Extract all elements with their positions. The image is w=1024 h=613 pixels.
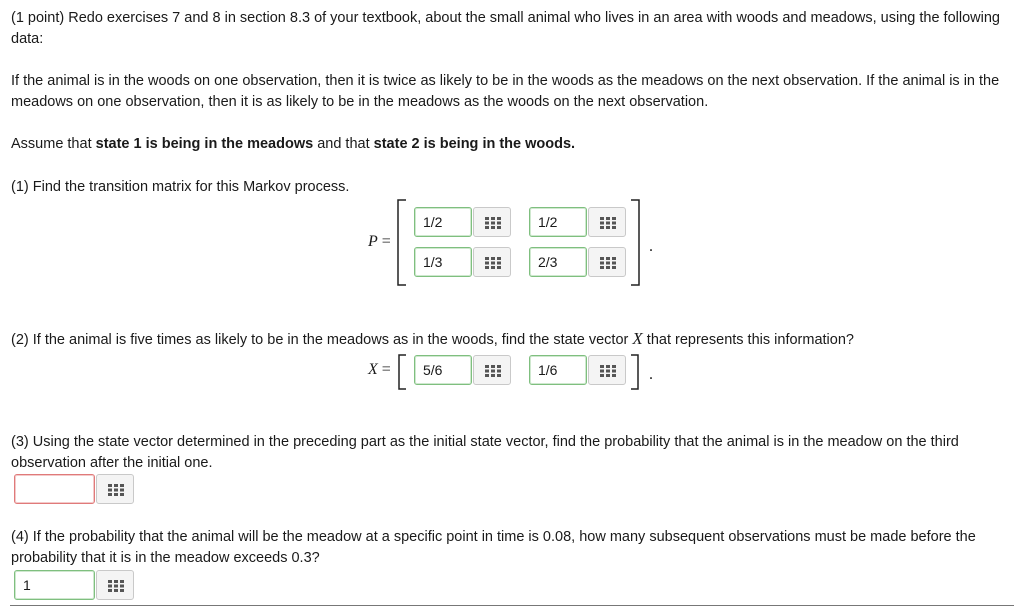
problem-intro: (1 point) Redo exercises 7 and 8 in section 8.3 of your textbook, about the small animal who lives in an area with woods and meadows, using the following data: <box>11 10 1000 47</box>
vector-x-var: X <box>368 361 378 378</box>
part3-palette-button[interactable] <box>96 474 134 504</box>
matrix-cell-2-1-palette-button[interactable] <box>473 247 511 277</box>
right-bracket-icon <box>629 199 641 287</box>
problem-rule: If the animal is in the woods on one observation, then it is twice as likely to be in the woods as the meadows on the next observation. If the animal is in the meadows on one observation, then it is as likely to be in the meadows as the woods on the next observation. <box>11 73 1000 110</box>
matrix-cell-1-2-palette-button[interactable] <box>588 207 626 237</box>
assume-middle: and that <box>313 136 374 152</box>
matrix-cell-2-1[interactable]: 1/3 <box>414 247 472 277</box>
grid-icon <box>600 257 616 269</box>
part3-question: (3) Using the state vector determined in the preceding part as the initial state vector, find the probability that the animal is in the meadow on the third observation after the initial one. <box>11 434 959 471</box>
vector-cell-2[interactable]: 1/6 <box>529 355 587 385</box>
matrix-cell-2-2[interactable]: 2/3 <box>529 247 587 277</box>
part4-palette-button[interactable] <box>96 570 134 600</box>
matrix-cell-1-1-palette-button[interactable] <box>473 207 511 237</box>
left-bracket-icon <box>396 354 408 390</box>
grid-icon <box>108 484 124 496</box>
assume-state1: state 1 is being in the meadows <box>95 136 314 152</box>
part4-question: (4) If the probability that the animal will be the meadow at a specific point in time is 0.08, how many subsequent observations must be made before the probability that it is in the meadow exceeds 0.3? <box>11 529 976 566</box>
bottom-divider <box>10 605 1014 606</box>
grid-icon <box>108 580 124 592</box>
matrix-cell-1-2[interactable]: 1/2 <box>529 207 587 237</box>
vector-x-label <box>368 361 391 379</box>
matrix-cell-1-1[interactable]: 1/2 <box>414 207 472 237</box>
matrix-p-var: P <box>368 233 378 250</box>
vector-x-equals: = <box>377 361 391 378</box>
matrix-p-label <box>368 233 391 251</box>
part2-question-post: that represents this information? <box>642 332 854 348</box>
grid-icon <box>600 365 616 377</box>
vector-period: . <box>649 366 653 383</box>
matrix-cell-2-2-palette-button[interactable] <box>588 247 626 277</box>
part2-var: X <box>632 329 643 348</box>
vector-cell-2-palette-button[interactable] <box>588 355 626 385</box>
matrix-p-equals: = <box>377 233 391 250</box>
matrix-period: . <box>649 238 653 255</box>
assume-state2: state 2 is being in the woods. <box>373 136 576 152</box>
vector-cell-1[interactable]: 5/6 <box>414 355 472 385</box>
part1-question: (1) Find the transition matrix for this Markov process. <box>11 179 350 195</box>
right-bracket-icon <box>629 354 641 390</box>
assume-prefix: Assume that <box>11 136 96 152</box>
grid-icon <box>485 365 501 377</box>
grid-icon <box>485 217 501 229</box>
part2-question <box>11 328 1011 351</box>
problem-assumption <box>11 134 1011 155</box>
vector-cell-1-palette-button[interactable] <box>473 355 511 385</box>
left-bracket-icon <box>396 199 408 287</box>
grid-icon <box>485 257 501 269</box>
part3-answer-input[interactable] <box>14 474 95 504</box>
part2-question-pre: (2) If the animal is five times as likely to be in the meadows as in the woods, find the state vector <box>11 332 633 348</box>
part4-answer-input[interactable]: 1 <box>14 570 95 600</box>
grid-icon <box>600 217 616 229</box>
